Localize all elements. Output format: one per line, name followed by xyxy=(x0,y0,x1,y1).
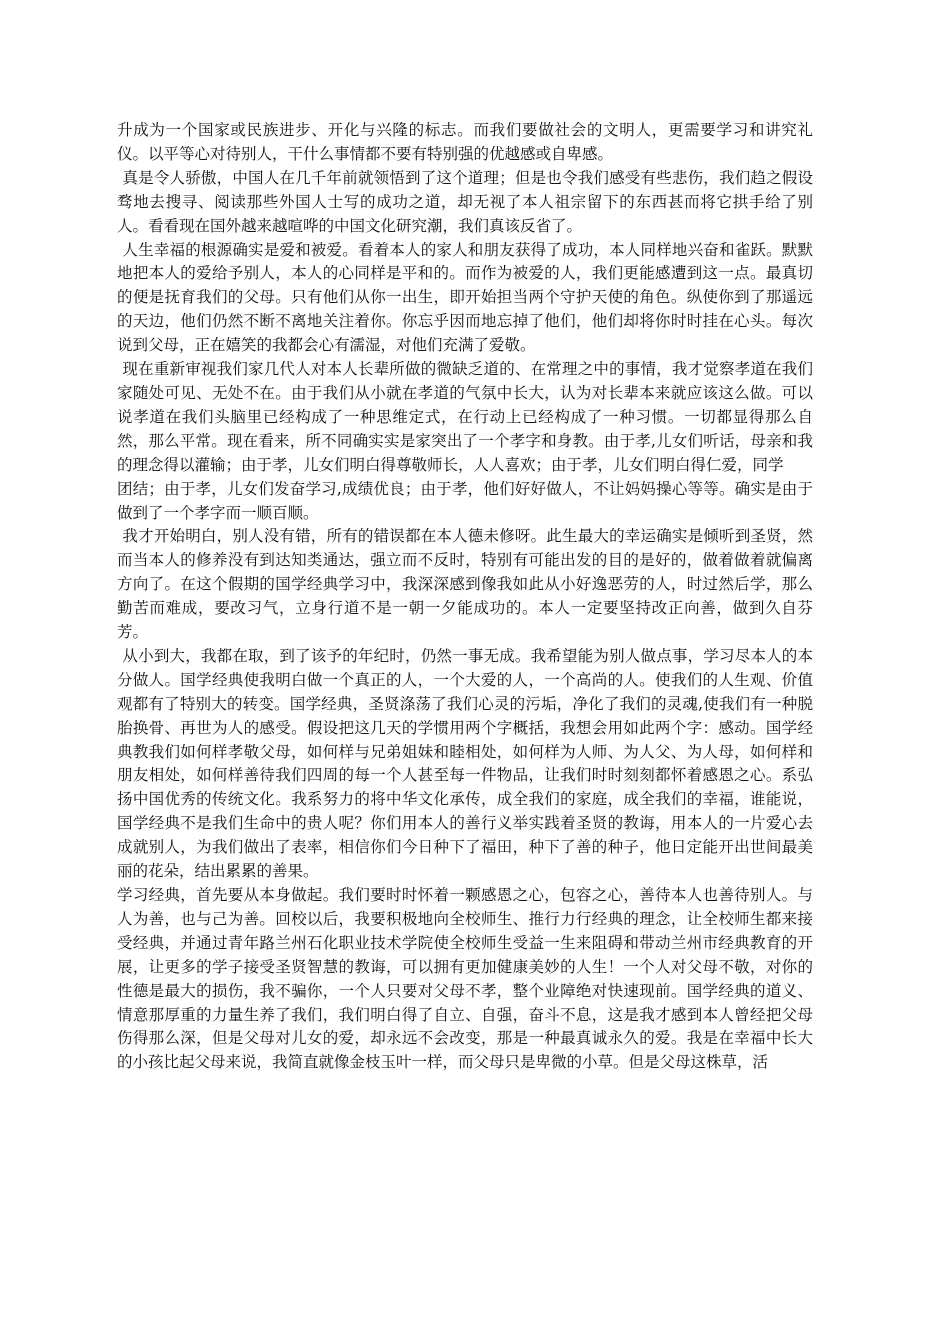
document-body xyxy=(117,119,813,1075)
paragraph-4: 现在重新审视我们家几代人对本人长辈所做的微缺乏道的、在常理之中的事情，我才觉察孝道在我们家随处可见、无处不在。由于我们从小就在孝道的气氛中长大，认为对长辈本来就应该这么做。可以说孝道在我们头脑里已经构成了一种思维定式，在行动上已经构成了一种习惯。一切都显得那么自然，那么平常。现在看来，所不同确实实是家突出了一个孝字和身教。由于孝,儿女们听话，母亲和我的理念得以灌输；由于孝，儿女们明白得尊敬师长，人人喜欢；由于孝，儿女们明白得仁爱，同学 xyxy=(117,360,813,474)
paragraph-3: 人生幸福的根源确实是爱和被爱。看着本人的家人和朋友获得了成功，本人同样地兴奋和雀跃。默默地把本人的爱给予别人，本人的心同样是平和的。而作为被爱的人，我们更能感遭到这一点。最真切的便是抚育我们的父母。只有他们从你一出生，即开始担当两个守护天使的角色。纵使你到了那遥远的天边，他们仍然不断不离地关注着你。你忘乎因而地忘掉了他们，他们却将你时时挂在心头。每次说到父母，正在嬉笑的我都会心有濡湿，对他们充满了爱敬。 xyxy=(117,240,813,355)
paragraph-7: 从小到大，我都在取，到了该予的年纪时，仍然一事无成。我希望能为别人做点事，学习尽本人的本分做人。国学经典使我明白做一个真正的人，一个大爱的人，一个高尚的人。使我们的人生观、价值观都有了特别大的转变。国学经典，圣贤涤荡了我们心灵的污垢，净化了我们的灵魂,使我们有一种脱胎换骨、再世为人的感受。假设把这几天的学惯用两个字概括，我想会用如此两个字：感动。国学经典教我们如何样孝敬父母，如何样与兄弟姐妹和睦相处，如何样为人师、为人父、为人母，如何样和朋友相处，如何样善待我们四周的每一个人甚至每一件物品，让我们时时刻刻都怀着感恩之心。系弘扬中国优秀的传统文化。我系努力的将中华文化承传，成全我们的家庭，成全我们的幸福，谁能说，国学经典不是我们生命中的贵人呢？你们用本人的善行义举实践着圣贤的教诲，用本人的一片爱心去成就别人，为我们做出了表率，相信你们今日种下了福田，种下了善的种子，他日定能开出世间最美丽的花朵，结出累累的善果。 xyxy=(117,646,813,881)
paragraph-5: 团结；由于孝，儿女们发奋学习,成绩优良；由于孝，他们好好做人，不让妈妈操心等等。确实是由于做到了一个孝字而一顺百顺。 xyxy=(117,479,813,522)
paragraph-2: 真是令人骄傲，中国人在几千年前就领悟到了这个道理；但是也令我们感受有些悲伤，我们趋之假设骛地去搜寻、阅读那些外国人士写的成功之道，却无视了本人祖宗留下的东西甚而将它拱手给了别人。看看现在国外越来越喧哗的中国文化研究潮，我们真该反省了。 xyxy=(117,168,813,235)
paragraph-6: 我才开始明白，别人没有错，所有的错误都在本人德未修呀。此生最大的幸运确实是倾听到圣贤，然而当本人的修养没有到达知类通达，强立而不反时，特别有可能出发的目的是好的，做着做着就偏离方向了。在这个假期的国学经典学习中，我深深感到像我如此从小好逸恶劳的人，时过然后学，那么勤苦而难成，要改习气，立身行道不是一朝一夕能成功的。本人一定要坚持改正向善，做到久自芬芳。 xyxy=(117,527,813,642)
paragraph-8: 学习经典，首先要从本身做起。我们要时时怀着一颗感恩之心，包容之心，善待本人也善待别人。与人为善，也与己为善。回校以后，我要积极地向全校师生、推行力行经典的理念，让全校师生都来接受经典，并通过青年路兰州石化职业技术学院使全校师生受益一生来阻碍和带动兰州市经典教育的开展，让更多的学子接受圣贤智慧的教诲，可以拥有更加健康美妙的人生！一个人对父母不敬，对你的性德是最大的损伤，我不骗你，一个人只要对父母不孝，整个业障绝对快速现前。国学经典的道义、情意那厚重的力量生养了我们，我们明白得了自立、自强，奋斗不息，这是我才感到本人曾经把父母伤得那么深，但是父母对儿女的爱，却永远不会改变，那是一种最真诚永久的爱。我是在幸福中长大的小孩比起父母来说，我简直就像金枝玉叶一样，而父母只是卑微的小草。但是父母这株草，活 xyxy=(117,886,813,1072)
paragraph-1: 升成为一个国家或民族进步、开化与兴隆的标志。而我们要做社会的文明人，更需要学习和讲究礼仪。以平等心对待别人，干什么事情都不要有特别强的优越感或自卑感。 xyxy=(117,121,813,163)
